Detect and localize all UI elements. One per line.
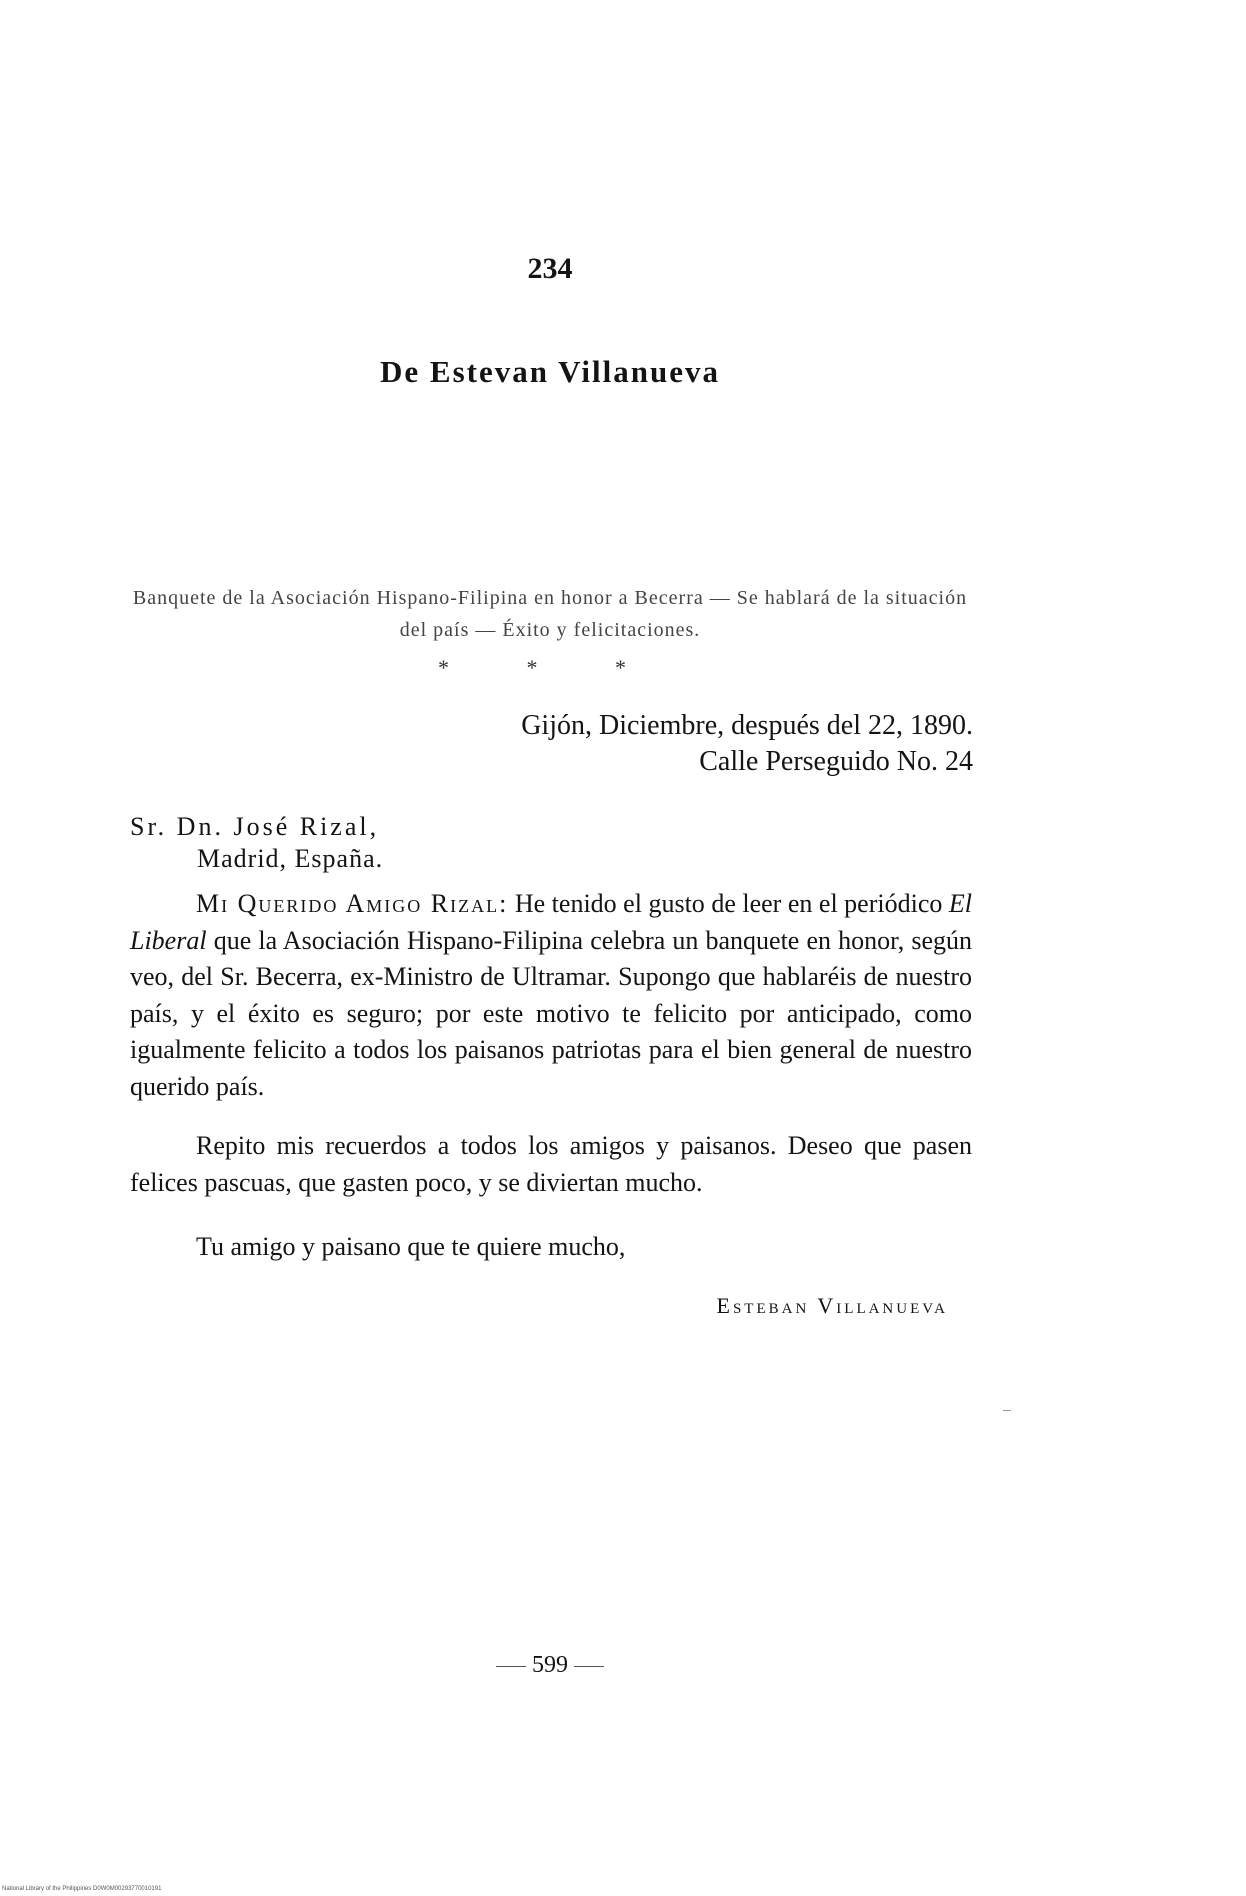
recipient-name: Sr. Dn. José Rizal, (130, 812, 380, 841)
newspaper-title: El Liberal (130, 889, 972, 955)
scan-mark (1003, 1410, 1011, 1411)
place-line-2: Calle Perseguido No. 24 (699, 746, 973, 777)
page-number (0, 1652, 1100, 1679)
signature: Esteban Villanueva (716, 1293, 948, 1318)
rule-left (496, 1666, 526, 1667)
recipient-location: Madrid, España. (197, 844, 384, 873)
letter-summary: Banquete de la Asociación Hispano-Filipina en honor a Becerra — Se hablará de la situación del país — Éxito y felicitaciones. (132, 587, 968, 641)
letter-number: 234 (527, 252, 573, 285)
place-line-1: Gijón, Diciembre, después del 22, 1890. (521, 710, 973, 741)
paragraph-1-text-b: que la Asociación Hispano-Filipina celebra un banquete en honor, según veo, del Sr. Becerra, ex-Ministro de Ultramar. Supongo que hablaréis de nuestro país, y el éxito es seguro; por este motivo te felicito por anticipado, como igualmente felicito a todos los paisanos patriotas para el bien general de nuestro querido país. (130, 925, 972, 1101)
page-number-text: 599 (532, 1652, 568, 1678)
salutation: Mi Querido Amigo Rizal: (196, 889, 509, 918)
letter-paragraph-1 (130, 886, 972, 1105)
closing-line: Tu amigo y paisano que te quiere mucho, (196, 1232, 626, 1261)
paragraph-1-text-a: He tenido el gusto de leer en el periódico (508, 889, 949, 918)
rule-right (574, 1666, 604, 1667)
letter-paragraph-2: Repito mis recuerdos a todos los amigos y paisanos. Deseo que pasen felices pascuas, que gasten poco, y se diviertan mucho. (130, 1131, 972, 1197)
letter-title: De Estevan Villanueva (380, 354, 720, 389)
scan-footer: National Library of the Philippines D0W0M00293770010191 (2, 1886, 162, 1892)
place-and-date (521, 708, 973, 780)
section-separator: * * * (438, 655, 662, 680)
